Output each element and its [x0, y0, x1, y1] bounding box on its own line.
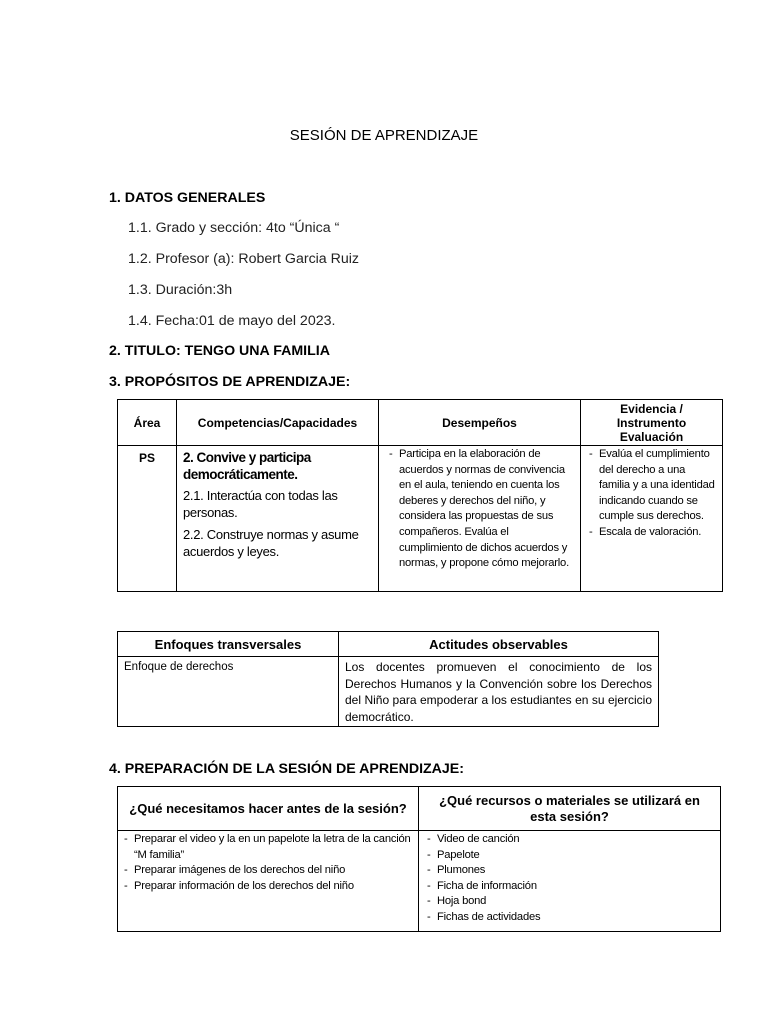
antes-item: - Preparar imágenes de los derechos del niño [120, 863, 414, 879]
cell-enfoque: Enfoque de derechos [118, 657, 339, 727]
cell-desempenos [379, 446, 581, 592]
capacidad-1: 2.1. Interactúa con todas las personas. [183, 488, 338, 520]
competencia-text: 2. Convive y participa democráticamente. [183, 450, 311, 482]
header-antes: ¿Qué necesitamos hacer antes de la sesión? [118, 787, 419, 831]
datos-item-profesor: 1.2. Profesor (a): Robert Garcia Ruiz [128, 251, 360, 267]
antes-item: - Preparar información de los derechos del niño [120, 879, 414, 895]
header-desempenos: Desempeños [379, 400, 581, 446]
cell-actitud: Los docentes promueven el conocimiento de los Derechos Humanos y la Convención sobre los Derechos del Niño para empoderar a los estudiantes en su ejercicio democrático. [339, 657, 659, 727]
antes-item: - Preparar el video y la en un papelote la letra de la canción “M familia” [120, 832, 414, 863]
preparacion-table [117, 786, 721, 932]
datos-item-grado: 1.1. Grado y sección: 4to “Única “ [128, 220, 340, 236]
datos-item-duracion: 1.3. Duración:3h [128, 282, 233, 298]
recurso-item: - Hoja bond [423, 894, 716, 910]
cell-evidencias [581, 446, 723, 592]
section-heading-titulo: 2. TITULO: TENGO UNA FAMILIA [109, 343, 330, 359]
header-competencias: Competencias/Capacidades [177, 400, 379, 446]
header-enfoques: Enfoques transversales [118, 632, 339, 657]
recurso-item: - Ficha de información [423, 879, 716, 895]
header-area: Área [118, 400, 177, 446]
cell-antes [118, 831, 419, 932]
cell-recursos [419, 831, 721, 932]
evidencia-item-2: - Escala de valoración. [585, 525, 718, 541]
cell-area: PS [118, 446, 177, 592]
header-actitudes: Actitudes observables [339, 632, 659, 657]
capacidad-2: 2.2. Construye normas y asume acuerdos y leyes. [183, 527, 359, 559]
datos-item-fecha: 1.4. Fecha:01 de mayo del 2023. [128, 313, 336, 329]
cell-competencias [177, 446, 379, 592]
header-evidencia: Evidencia / Instrumento Evaluación [581, 400, 723, 446]
evidencia-item-1: - Evalúa el cumplimiento del derecho a una familia y a una identidad indicando cuando se cumple sus derechos. [585, 447, 718, 525]
propositos-table [117, 399, 723, 592]
section-heading-preparacion: 4. PREPARACIÓN DE LA SESIÓN DE APRENDIZAJE: [109, 761, 464, 777]
section-heading-datos-generales: 1. DATOS GENERALES [109, 190, 266, 206]
section-heading-propositos: 3. PROPÓSITOS DE APRENDIZAJE: [109, 374, 351, 390]
recurso-item: - Video de canción [423, 832, 716, 848]
recurso-item: - Papelote [423, 848, 716, 864]
header-recursos: ¿Qué recursos o materiales se utilizará en esta sesión? [419, 787, 721, 831]
enfoques-table [117, 631, 659, 727]
recurso-item: - Plumones [423, 863, 716, 879]
document-title: SESIÓN DE APRENDIZAJE [289, 127, 479, 144]
desempeno-item: - Participa en la elaboración de acuerdos y normas de convivencia en el aula, teniendo en cuenta los deberes y derechos del niño, y considera las propuestas de sus compañeros. Evalúa el cumplimiento de dichos acuerdos y normas, y propone cómo mejorarlo. [385, 447, 574, 572]
recurso-item: - Fichas de actividades [423, 910, 716, 926]
